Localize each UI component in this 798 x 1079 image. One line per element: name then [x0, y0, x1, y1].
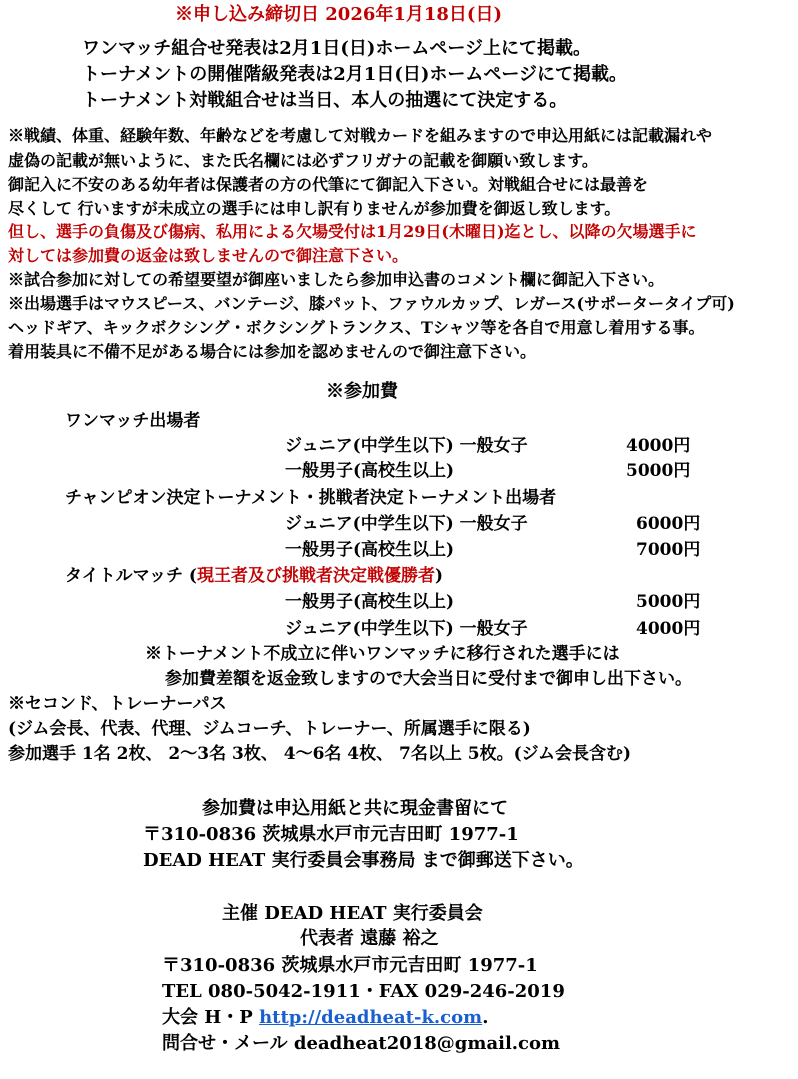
fee-price: 7000円 — [636, 540, 701, 560]
payment-line: 参加費は申込用紙と共に現金書留にて — [202, 798, 508, 819]
fee-label: ジュニア(中学生以下) 一般女子 — [285, 619, 528, 639]
fee-price: 4000円 — [636, 619, 701, 639]
organizer-address: 〒310-0836 茨城県水戸市元吉田町 1977-1 — [162, 955, 538, 976]
note-line: ※戦績、体重、経験年数、年齢などを考慮して対戦カードを組みますので申込用紙には記載漏れや — [8, 126, 713, 145]
note-line: 虚偽の記載が無いように、また氏名欄には必ずフリガナの記載を御願い致します。 — [8, 151, 598, 170]
note-line: ※出場選手はマウスピース、バンテージ、膝パット、ファウルカップ、レガース(サポータータイプ可) — [8, 294, 735, 313]
cancellation-notice: 但し、選手の負傷及び傷病、私用による欠場受付は1月29日(木曜日)迄とし、以降の欠場選手に — [8, 222, 697, 241]
homepage-link[interactable]: http://deadheat-k.com — [259, 1007, 483, 1028]
second-pass-title: ※セコンド、トレーナーパス — [8, 694, 227, 714]
payment-recipient: DEAD HEAT 実行委員会事務局 まで御郵送下さい。 — [143, 850, 584, 871]
organizer-representative: 代表者 遠藤 裕之 — [300, 928, 439, 949]
title-match-label: タイトルマッチ ( — [65, 566, 197, 586]
deadline: ※申し込み締切日 2026年1月18日(日) — [175, 4, 502, 25]
homepage-label: 大会 H・P — [162, 1007, 260, 1028]
fee-label: 一般男子(高校生以上) — [285, 540, 455, 560]
organizer-tel-fax: TEL 080-5042-1911・FAX 029-246-2019 — [162, 981, 565, 1002]
fee-label: ジュニア(中学生以下) 一般女子 — [285, 436, 528, 456]
fee-category-title: チャンピオン決定トーナメント・挑戦者決定トーナメント出場者 — [65, 488, 557, 508]
note-line: ヘッドギア、キックボクシング・ボクシングトランクス、Tシャツ等を各自で用意し着用する事。 — [8, 318, 705, 337]
organizer-host: 主催 DEAD HEAT 実行委員会 — [222, 903, 483, 924]
announcement: トーナメントの開催階級発表は2月1日(日)ホームページにて掲載。 — [82, 64, 627, 85]
homepage-period: . — [482, 1007, 489, 1028]
announcement: ワンマッチ組合せ発表は2月1日(日)ホームページ上にて掲載。 — [82, 38, 591, 59]
fee-price: 4000円 — [626, 436, 691, 456]
refund-note: 参加費差額を返金致しますので大会当日に受付まで御申し出下さい。 — [165, 669, 692, 689]
note-line: 尽くして 行いますが未成立の選手には申し訳有りませんが参加費を御返し致します。 — [8, 199, 621, 218]
fee-label: 一般男子(高校生以上) — [285, 592, 455, 612]
announcement: トーナメント対戦組合せは当日、本人の抽選にて決定する。 — [82, 90, 568, 111]
organizer-homepage — [162, 1009, 488, 1027]
organizer-email: 問合せ・メール deadheat2018@gmail.com — [162, 1033, 561, 1054]
fee-price: 5000円 — [626, 461, 691, 481]
fee-category-title: ワンマッチ出場者 — [65, 411, 201, 431]
fee-label: 一般男子(高校生以上) — [285, 461, 455, 481]
title-match-paren: ) — [434, 566, 443, 586]
fees-heading: ※参加費 — [326, 381, 398, 402]
fee-price: 6000円 — [636, 514, 701, 534]
fee-label: ジュニア(中学生以下) 一般女子 — [285, 514, 528, 534]
note-line: 御記入に不安のある幼年者は保護者の方の代筆にて御記入下さい。対戦組合せには最善を — [8, 175, 649, 194]
second-pass-rule: 参加選手 1名 2枚、 2〜3名 3枚、 4〜6名 4枚、 7名以上 5枚。(ジム会長含む) — [8, 744, 632, 764]
note-line: ※試合参加に対しての希望要望が御座いましたら参加申込書のコメント欄に御記入下さい。 — [8, 270, 665, 289]
fee-category-title — [65, 568, 443, 585]
title-match-eligibility: 現王者及び挑戦者決定戦優勝者 — [196, 566, 435, 586]
cancellation-notice: 対しては参加費の返金は致しませんので御注意下さい。 — [8, 246, 409, 265]
second-pass-condition: (ジム会長、代表、代理、ジムコーチ、トレーナー、所属選手に限る) — [8, 719, 531, 739]
note-line: 着用装具に不備不足がある場合には参加を認めませんので御注意下さい。 — [8, 342, 537, 361]
payment-address: 〒310-0836 茨城県水戸市元吉田町 1977-1 — [143, 824, 519, 845]
refund-note: ※トーナメント不成立に伴いワンマッチに移行された選手には — [145, 644, 620, 664]
fee-price: 5000円 — [636, 592, 701, 612]
